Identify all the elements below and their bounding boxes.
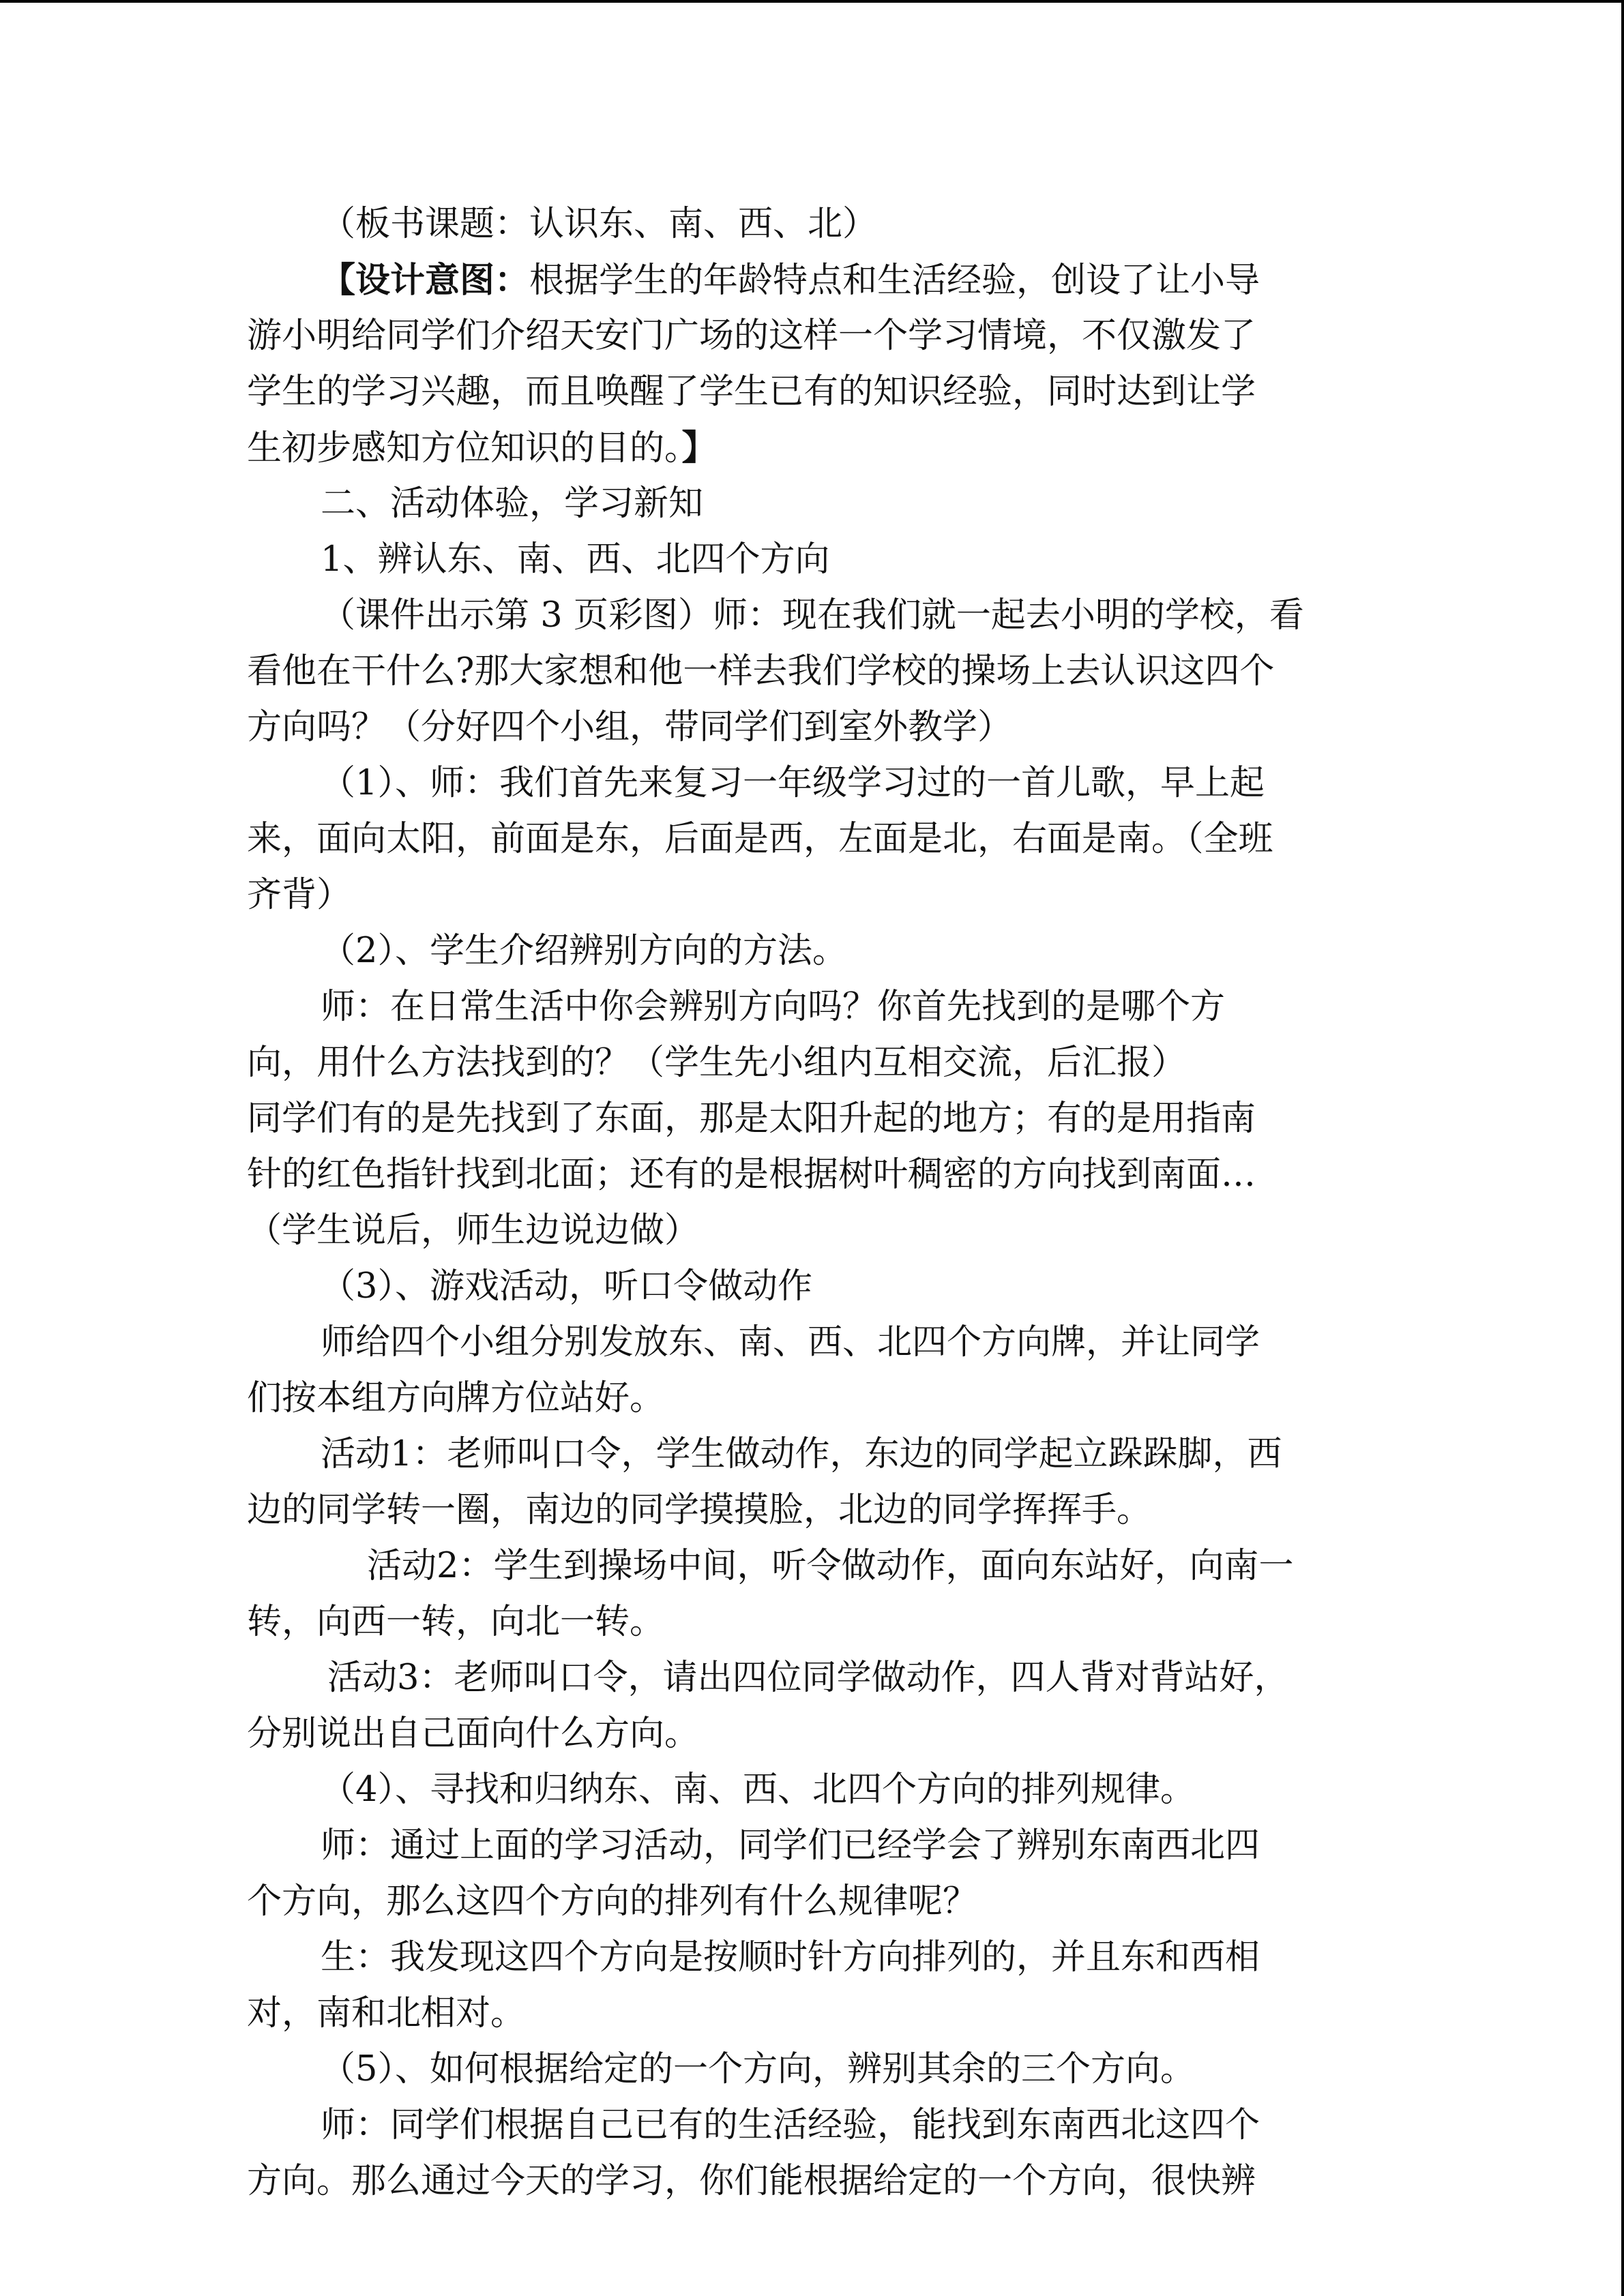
text-line-12: 来，面向太阳，前面是东，后面是西，左面是北，右面是南。（全班 [247, 819, 1273, 859]
text-line-27: 活动3：老师叫口令，请出四位同学做动作，四人背对背站好， [327, 1658, 1289, 1698]
text-line-33: 对，南和北相对。 [247, 1993, 526, 2033]
text-line-16: 向，用什么方法找到的？（学生先小组内互相交流，后汇报） [247, 1043, 1187, 1083]
page-border-right [1621, 0, 1624, 2296]
text-line-18: 针的红色指针找到北面；还有的是根据树叶稠密的方向找到南面… [247, 1154, 1256, 1195]
text-line-21: 师给四个小组分别发放东、南、西、北四个方向牌，并让同学 [321, 1322, 1260, 1362]
text-line-8: （课件出示第 3 页彩图）师：现在我们就一起去小明的学校，看 [321, 595, 1304, 636]
subsection-heading: 1、辨认东、南、西、北四个方向 [321, 539, 830, 580]
text-line-11: （1）、师：我们首先来复习一年级学习过的一首儿歌，早上起 [321, 763, 1265, 803]
text-line-24: 边的同学转一圈，南边的同学摸摸脸，北边的同学挥挥手。 [247, 1490, 1152, 1530]
text-line-29: （4）、寻找和归纳东、南、西、北四个方向的排列规律。 [321, 1770, 1195, 1810]
text-line-5 [247, 420, 717, 476]
design-intent-close-bracket: 】 [681, 428, 717, 468]
text-line-14: （2）、学生介绍辨别方向的方法。 [321, 931, 847, 971]
text-line-2 [321, 252, 1260, 308]
text-line-25: 活动2：学生到操场中间，听令做动作，面向东站好，向南一 [367, 1546, 1294, 1586]
page-border-top [0, 0, 1624, 3]
text-line-3: 游小明给同学们介绍天安门广场的这样一个学习情境，不仅激发了 [247, 316, 1256, 356]
design-intent-text-end: 生初步感知方位知识的目的。 [247, 428, 682, 468]
text-line-36: 方向。那么通过今天的学习，你们能根据给定的一个方向，很快辨 [247, 2161, 1256, 2201]
text-line-31: 个方向，那么这四个方向的排列有什么规律呢？ [247, 1881, 978, 1922]
text-line-30: 师：通过上面的学习活动，同学们已经学会了辨别东南西北四 [321, 1825, 1260, 1866]
text-line-19: （学生说后，师生边说边做） [247, 1210, 700, 1251]
text-line-22: 们按本组方向牌方位站好。 [247, 1378, 665, 1418]
text-line-34: （5）、如何根据给定的一个方向，辨别其余的三个方向。 [321, 2049, 1195, 2089]
text-line-10: 方向吗？（分好四个小组，带同学们到室外教学） [247, 707, 1013, 747]
text-line-20: （3）、游戏活动，听口令做动作 [321, 1266, 812, 1307]
text-line-23: 活动1：老师叫口令，学生做动作，东边的同学起立跺跺脚，西 [321, 1434, 1282, 1474]
section-heading: 二、活动体验，学习新知 [321, 483, 704, 524]
text-line-35: 师：同学们根据自己已有的生活经验，能找到东南西北这四个 [321, 2105, 1260, 2145]
text-line-13: 齐背） [247, 875, 352, 915]
text-line-9: 看他在干什么?那大家想和他一样去我们学校的操场上去认识这四个 [247, 651, 1275, 691]
design-intent-text: 根据学生的年龄特点和生活经验，创设了让小导 [529, 260, 1260, 301]
design-intent-label: 【设计意图： [321, 260, 530, 301]
text-line-17: 同学们有的是先找到了东面，那是太阳升起的地方；有的是用指南 [247, 1099, 1256, 1139]
text-line-1: （板书课题：认识东、南、西、北） [321, 204, 878, 244]
text-line-28: 分别说出自己面向什么方向。 [247, 1714, 700, 1754]
text-line-15: 师：在日常生活中你会辨别方向吗？你首先找到的是哪个方 [321, 987, 1226, 1027]
text-line-26: 转，向西一转，向北一转。 [247, 1602, 665, 1642]
text-line-32: 生：我发现这四个方向是按顺时针方向排列的，并且东和西相 [321, 1937, 1260, 1978]
text-line-4: 学生的学习兴趣，而且唤醒了学生已有的知识经验，同时达到让学 [247, 372, 1256, 412]
